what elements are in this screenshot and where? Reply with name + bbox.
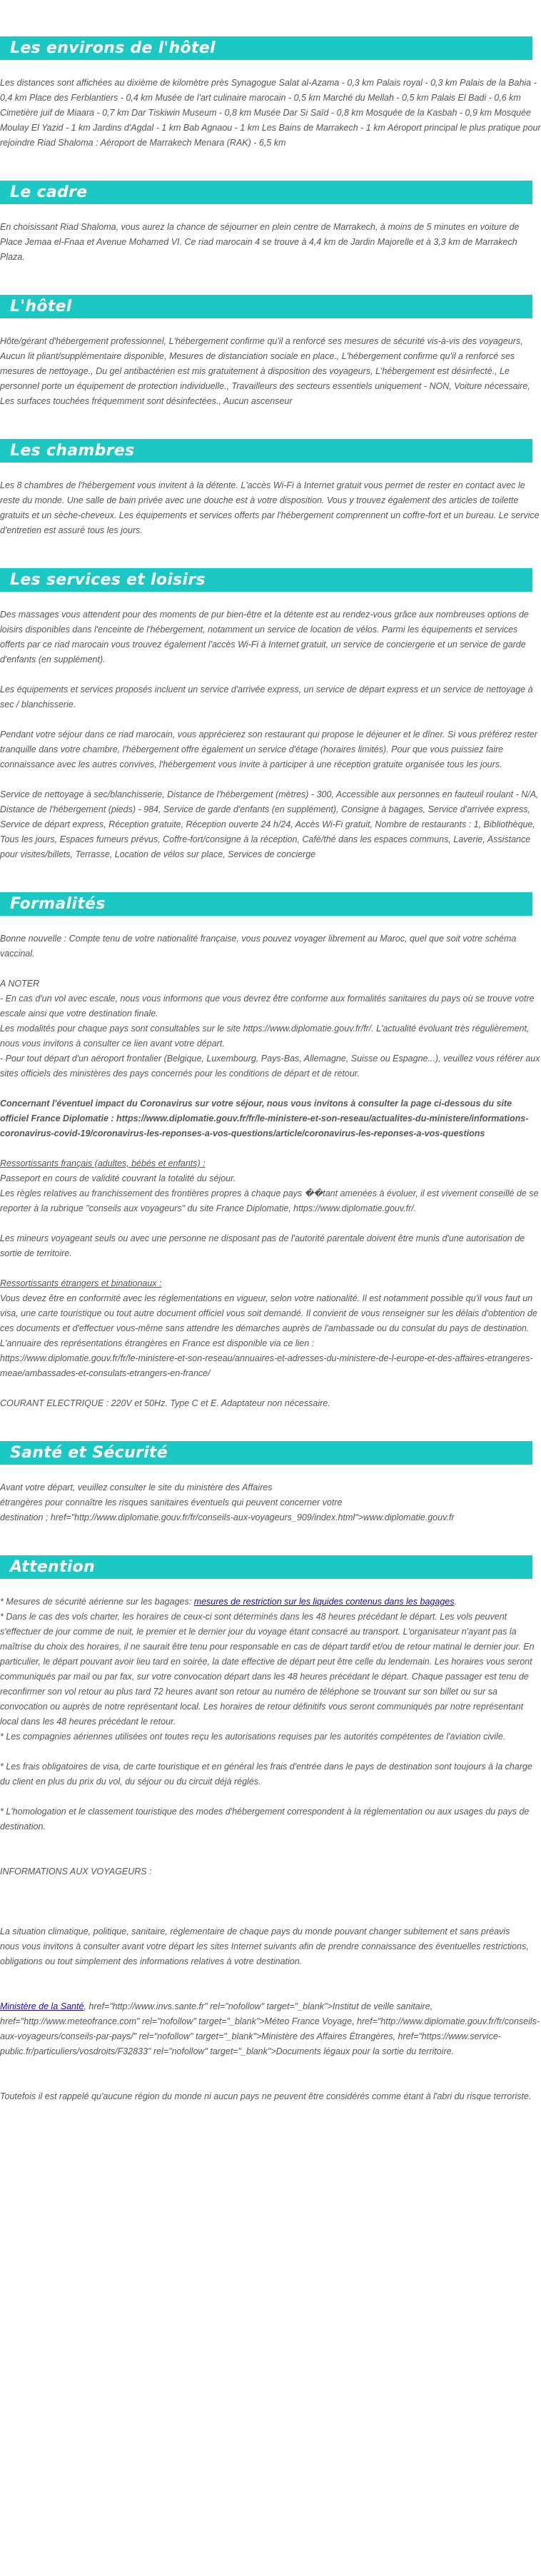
section-heading: L'hôtel [10, 298, 72, 315]
info-travellers-title: INFORMATIONS AUX VOYAGEURS : [0, 1867, 152, 1877]
section-environs [0, 0, 541, 151]
section-heading-band [0, 36, 532, 60]
baggage-suffix: . [454, 1597, 457, 1607]
section-formalites [0, 862, 541, 1411]
section-heading-band [0, 181, 532, 204]
french-nationals-line: Passeport en cours de validité couvrant la totalité du séjour. [0, 1173, 236, 1183]
sante-line: Avant votre départ, veuillez consulter le site du ministère des Affaires [0, 1483, 273, 1492]
schedule-notice: * Dans le cas des vols charter, les horaires de ceux-ci sont déterminés dans les 48 heures précédant le départ. Les vols peuvent s'effectuer de jour comme de nuit, le premier et le dernier jour du voyage étant consacré au transport. L'organisateur n'ayant pas la maîtrise du choix des horaires, il ne saurait être tenu pour responsable en cas de départ tardif et/ou de retour matinal le dernier jour. En particulier, le départ pouvant avoir lieu tard en soirée, la date effective de départ peut être celle du lendemain. Les horaires vous seront communiqués par mail ou par fax, sur votre convocation départ dans les 48 heures précédant le départ. Chaque passager est tenu de reconfirmer son vol retour au plus tard 72 heures avant son retour au numéro de téléphone se trouvant sur son billet ou sur sa convocation ou auprès de notre représentant local. Les horaires de retour définitifs vous seront communiqués par notre représentant local dans les 48 heures précédant le retour. [0, 1612, 535, 1727]
formalites-intro: Bonne nouvelle : Compte tenu de votre nationalité française, vous pouvez voyager librement au Maroc, quel que soit votre schéma vaccinal. [0, 934, 517, 959]
section-heading: Attention [10, 1558, 95, 1576]
foreign-nationals-title: Ressortissants étrangers et binationaux : [0, 1278, 162, 1288]
terrorism-notice: Toutefois il est rappelé qu'aucune région du monde ni aucun pays ne peuvent être considérés comme étant à l'abri du risque terroriste. [0, 2091, 532, 2101]
visa-fees-notice: * Les frais obligatoires de visa, de carte touristique et en général les frais d'entrée dans le pays de destination sont toujours à la charge du client en plus du prix du vol, du séjour ou du circuit déjà réglés. [0, 1762, 532, 1787]
services-paragraph: Pendant votre séjour dans ce riad marocain, vous apprécierez son restaurant qui propose le déjeuner et le dîner. Si vous préférez rester tranquille dans votre chambre, l'hébergement offre également un service d'étage (horaires limités). Pour que vous puissiez faire connaissance avec les autres convives, l'hébergement vous invite à participer à une réception gratuite organisée tous les jours. [0, 729, 537, 769]
baggage-prefix: * Mesures de sécurité aérienne sur les bagages: [0, 1597, 194, 1607]
sante-line: étrangères pour connaître les risques sanitaires éventuels qui peuvent concerner votre [0, 1497, 343, 1507]
environs-text: Les distances sont affichées au dixième de kilomètre près Synagogue Salat al-Azama - 0,3 km Palais royal - 0,3 km Palais de la Bahia - 0,4 km Place des Ferblantiers - 0,4 km Musée de l'art culinaire marocain - 0,5 km Marché du Mellah - 0,5 km Palais El Badi - 0,6 km Cimetière juif de Miaara - 0,7 km Dar Tiskiwin Museum - 0,8 km Musée Dar Si Saïd - 0,8 km Mosquée de la Kasbah - 0,9 km Mosquée Moulay El Yazid - 1 km Jardins d'Agdal - 1 km Bab Agnaou - 1 km Les Bains de Marrakech - 1 km Aéroport principal le plus pratique pour rejoindre Riad Shaloma : Aéroport de Marrakech Menara (RAK) - 6,5 km [0, 78, 541, 148]
section-heading: Les chambres [10, 442, 135, 460]
section-heading: Santé et Sécurité [10, 1444, 168, 1462]
section-heading-band [0, 439, 532, 463]
chambres-text: Les 8 chambres de l'hébergement vous invitent à la détente. L'accès Wi-Fi à Internet gratuit vous permet de rester en contact avec le reste du monde. Une salle de bain privée avec une douche est à votre disposition. Vous y trouvez également des articles de toilette gratuits et un sèche-cheveux. Les équipements et services offerts par l'hébergement comprennent un coffre-fort et un bureau. Le service d'entretien est assuré tous les jours. [0, 480, 540, 535]
note-line: - En cas d'un vol avec escale, nous vous informons que vous devrez être conforme aux formalités sanitaires du pays où se trouve votre escale ainsi que votre destination finale. [0, 994, 535, 1019]
foreign-nationals-line: L'annuaire des représentations étrangères en France est disponible via ce lien : [0, 1338, 315, 1348]
note-line: - Pour tout départ d'un aéroport frontalier (Belgique, Luxembourg, Pays-Bas, Allemagne, Suisse ou Espagne...), veuillez vous référer aux sites officiels des ministères des pays concernés pour les conditions de départ et de retour. [0, 1054, 540, 1079]
rating-notice: * L'homologation et le classement touristique des modes d'hébergement correspondent à la réglementation ou aux usages du pays de destination. [0, 1807, 530, 1832]
services-paragraph: Des massages vous attendent pour des moments de pur bien-être et la détente est au rendez-vous grâce aux nombreuses options de loisirs disponibles dans l'enceinte de l'hébergement, notamment un service de location de vélos. Parmi les équipements et services offerts par ce riad marocain vous trouvez également l'accès Wi-Fi à Internet gratuit, un service de conciergerie et un service de garde d'enfants (en supplément). [0, 610, 529, 665]
hotel-text: Hôte/gérant d'hébergement professionnel, L'hébergement confirme qu'il a renforcé ses mesures de sécurité vis-à-vis des voyageurs, Aucun lit pliant/supplémentaire disponible, Mesures de distanciation sociale en place., L'hébergement confirme qu'il a renforcé ses mesures de nettoyage., Du gel antibactérien est mis gratuitement à disposition des voyageurs, L'hébergement est désinfecté., Le personnel porte un équipement de protection individuelle., Travailleurs des secteurs essentiels uniquement - NON, Voiture nécessaire, Les surfaces touchées fréquemment sont désinfectées., Aucun ascenseur [0, 336, 530, 406]
section-heading: Formalités [10, 895, 106, 913]
situation-line: nous vous invitons à consulter avant votre départ les sites Internet suivants afin de prendre connaissance des éventuelles restrictions, obligations ou tout simplement des informations relatives à votre destination. [0, 1941, 529, 1966]
section-heading-band [0, 1441, 532, 1465]
foreign-nationals-block [0, 1276, 541, 1381]
sante-text [0, 1480, 541, 1525]
section-heading-band [0, 568, 532, 592]
section-attention [0, 1525, 541, 2104]
electric-info: COURANT ELECTRIQUE : 220V et 50Hz. Type C et E. Adaptateur non nécessaire. [0, 1398, 330, 1408]
section-hotel [0, 265, 541, 409]
note-line: Les modalités pour chaque pays sont consultables sur le site https://www.diplomatie.gouv.fr/fr/. L'actualité évoluant très régulièrement, nous vous invitons à consulter ce lien avant votre départ. [0, 1024, 530, 1049]
airlines-notice: * Les compagnies aériennes utilisées ont toutes reçu les autorisations requises par les autorités compétentes de l'aviation civile. [0, 1732, 506, 1742]
embassies-url: https://www.diplomatie.gouv.fr/fr/le-ministere-et-son-reseau/annuaires-et-adresses-du-ministere-de-l-europe-et-des-affaires-etrangeres-meae/ambassades-et-consulats-etrangers-en-france/ [0, 1353, 533, 1378]
section-heading-band [0, 295, 532, 318]
foreign-nationals-line: Vous devez être en conformité avec les réglementations en vigueur, selon votre nationalité. Il est notamment possible qu'il vous faut un visa, une carte touristique ou tout autre document officiel vous soit demandé. Il convient de vous renseigner sur les délais d'obtention de ces documents et d'effectuer vous-même sans attendre les démarches auprès de l'ambassade ou du consulat du pays de destination. [0, 1293, 537, 1333]
section-heading: Les services et loisirs [10, 571, 206, 589]
section-chambres [0, 409, 541, 538]
sante-line: destination ; href="http://www.diplomatie.gouv.fr/fr/conseils-aux-voyageurs_909/index.html">www.diplomatie.gouv.fr [0, 1512, 455, 1522]
section-sante [0, 1411, 541, 1525]
services-paragraph: Service de nettoyage à sec/blanchisserie, Distance de l'hébergement (mètres) - 300, Accessible aux personnes en fauteuil roulant - N/A, Distance de l'hébergement (pieds) - 984, Service de garde d'enfants (en supplément), Consigne à bagages, Service d'arrivée express, Service de départ express, Réception gratuite, Réception ouverte 24 h/24, Accès Wi-Fi gratuit, Nombre de restaurants : 1, Bibliothèque, Tous les jours, Espaces fumeurs prévus, Coffre-fort/consigne à la réception, Café/thé dans les espaces communs, Laverie, Assistance pour visites/billets, Terrasse, Location de vélos sur place, Services de concierge [0, 789, 539, 859]
note-title: A NOTER [0, 979, 40, 989]
section-heading-band [0, 1555, 532, 1579]
situation-line: La situation climatique, politique, sanitaire, réglementaire de chaque pays du monde pouvant changer subitement et sans préavis [0, 1926, 510, 1936]
note-block [0, 976, 541, 1081]
situation-block [0, 1924, 541, 1969]
minors-notice: Les mineurs voyageant seuls ou avec une personne ne disposant pas de l'autorité parentale doivent être munis d'une autorisation de sortie de territoire. [0, 1233, 525, 1258]
official-links [0, 1999, 541, 2059]
french-nationals-line: Les règles relatives au franchissement des frontières propres à chaque pays ��tant amenées à évoluer, il est vivement conseillé de se reporter à la rubrique "conseils aux voyageurs" du site France Diplomatie, https://www.diplomatie.gouv.fr/. [0, 1188, 539, 1213]
services-paragraph: Les équipements et services proposés incluent un service d'arrivée express, un service de départ express et un service de nettoyage à sec / blanchisserie. [0, 685, 533, 709]
french-nationals-title: Ressortissants français (adultes, bébés et enfants) : [0, 1158, 206, 1168]
covid-notice: Concernant l'éventuel impact du Coronavirus sur votre séjour, nous vous invitons à consulter la page ci-dessous du site officiel France Diplomatie : https://www.diplomatie.gouv.fr/fr/le-ministere-et-son-reseau/actualites-du-ministere/informations-coronavirus-covid-19/coronavirus-les-reponses-a-vos-questions/article/coronavirus-les-reponses-a-vos-questions [0, 1098, 529, 1138]
section-cadre [0, 151, 541, 265]
official-links-rest: , href="http://www.invs.sante.fr" rel="nofollow" target="_blank">Institut de veille sanitaire, href="http://www.meteofrance.com" rel="nofollow" target="_blank">Méteo France Voyage, href="http://www.diplomatie.gouv.fr/fr/conseils-aux-voyageurs/conseils-par-pays/" rel="nofollow" target="_blank">Ministère des Affaires Étrangères, href="https://www.service-public.fr/particuliers/vosdroits/F32833" rel="nofollow" target="_blank">Documents légaux pour la sortie du territoire. [0, 2001, 540, 2056]
ministry-health-link[interactable]: Ministère de la Santé [0, 2001, 84, 2011]
section-heading: Le cadre [10, 183, 88, 201]
section-services [0, 538, 541, 862]
section-heading-band [0, 892, 532, 916]
baggage-notice [0, 1595, 541, 1610]
liquids-restriction-link[interactable]: mesures de restriction sur les liquides contenus dans les bagages [193, 1597, 455, 1607]
section-heading: Les environs de l'hôtel [10, 39, 216, 57]
french-nationals-block [0, 1156, 541, 1216]
cadre-text: En choisissant Riad Shaloma, vous aurez la chance de séjourner en plein centre de Marrakech, à moins de 5 minutes en voiture de Place Jemaa el-Fnaa et Avenue Mohamed VI. Ce riad marocain 4 se trouve à 4,4 km de Jardin Majorelle et à 3,3 km de Marrakech Plaza. [0, 222, 520, 262]
